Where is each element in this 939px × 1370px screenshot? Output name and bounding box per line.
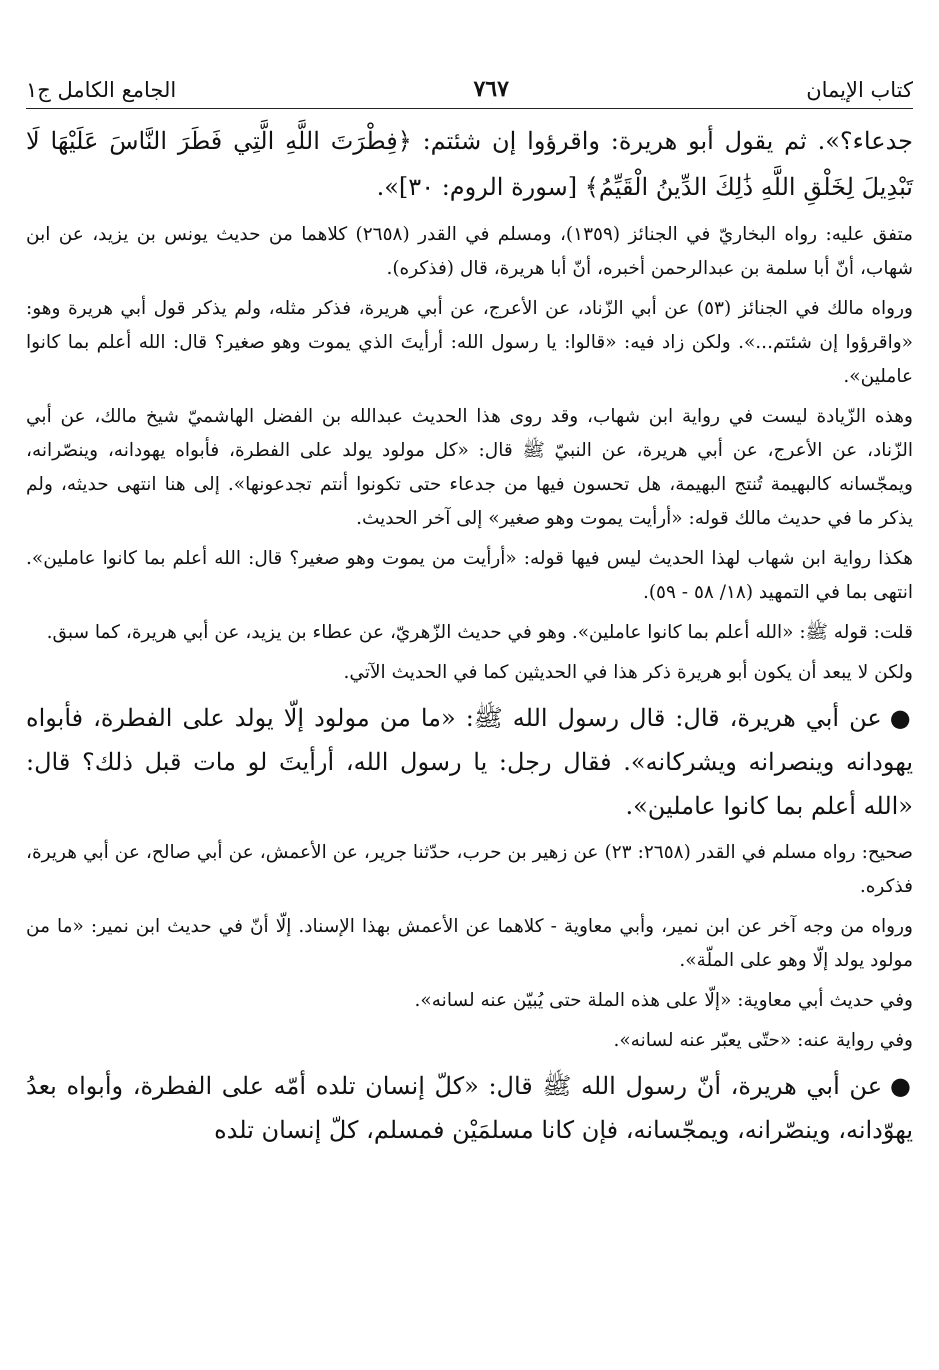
text-run: وفي رواية عنه: «حتّى يعبّر عنه لسانه». <box>613 1030 913 1051</box>
paragraph-text <box>26 292 913 394</box>
commentary-paragraph <box>26 218 913 286</box>
text-run: قلت: قوله ﷺ: «الله أعلم بما كانوا عاملين». وهو في حديث الزّهريّ، عن عطاء بن يزيد، عن أبي هريرة، كما سبق. <box>46 622 913 643</box>
commentary-paragraph <box>26 616 913 650</box>
text-run: عن أبي هريرة، أنّ رسول الله ﷺ قال: «كلّ إنسان تلده أمّه على الفطرة، وأبواه بعدُ يهوّدانه، وينصّرانه، ويمجّسانه، فإن كانا مسلمَيْن فمسلم، كلّ إنسان تلده <box>26 1072 913 1144</box>
paragraph-text <box>26 1064 913 1152</box>
commentary-paragraph <box>26 542 913 610</box>
hadith-continuation <box>26 118 913 210</box>
paragraph-text <box>26 400 913 536</box>
paragraph-text <box>26 218 913 286</box>
chapter-title: كتاب الإيمان <box>806 78 913 102</box>
commentary-paragraph <box>26 1024 913 1058</box>
text-run: هكذا رواية ابن شهاب لهذا الحديث ليس فيها قوله: «أرأيت من يموت وهو صغير؟ قال: الله أعلم بما كانوا عاملين». انتهى بما في التمهيد (١٨/ ٥٨ - ٥٩). <box>26 548 913 603</box>
text-run: ولكن لا يبعد أن يكون أبو هريرة ذكر هذا في الحديثين كما في الحديث الآتي. <box>343 662 913 683</box>
page-number: ٧٦٧ <box>473 76 509 102</box>
commentary-paragraph <box>26 292 913 394</box>
bullet-icon: ● <box>890 1071 913 1100</box>
paragraph-text <box>26 616 913 650</box>
commentary-paragraph <box>26 656 913 690</box>
book-title: الجامع الكامل ج١ <box>26 78 177 102</box>
text-run: جدعاء؟». ثم يقول أبو هريرة: واقرؤوا إن شئتم: ﴿فِطْرَتَ اللَّهِ الَّتِي فَطَرَ النَّاسَ عَلَيْهَا لَا تَبْدِيلَ لِخَلْقِ اللَّهِ ذَٰلِكَ الدِّينُ الْقَيِّمُ﴾ [سورة الروم: ٣٠]». <box>26 127 914 201</box>
paragraph-text <box>26 984 913 1018</box>
text-run: متفق عليه: رواه البخاريّ في الجنائز (١٣٥٩)، ومسلم في القدر (٢٦٥٨) كلاهما من حديث يونس بن يزيد، عن ابن شهاب، أنّ أبا سلمة بن عبدالرحمن أخبره، أنّ أبا هريرة، قال (فذكره). <box>26 224 913 279</box>
commentary-paragraph <box>26 984 913 1018</box>
commentary-paragraph <box>26 836 913 904</box>
commentary-paragraph <box>26 910 913 978</box>
page-header <box>26 56 913 109</box>
paragraph-text <box>26 1024 913 1058</box>
text-run: وهذه الزّيادة ليست في رواية ابن شهاب، وقد روى هذا الحديث عبدالله بن الفضل الهاشميّ شيخ مالك، عن أبي الزّناد، عن الأعرج، عن أبي هريرة، عن النبيّ ﷺ قال: «كل مولود يولد على الفطرة، فأبواه يهودانه، وينصّرانه، ويمجّسانه كالبهيمة تُنتج البهيمة، هل تحسون فيها من جدعاء حتى تكونوا أنتم تجدعونها». إلى هنا انتهى حديثه، ولم يذكر ما في حديث مالك قوله: «أرأيت يموت وهو صغير» إلى آخر الحديث. <box>26 406 913 529</box>
text-run: وفي حديث أبي معاوية: «إلّا على هذه الملة حتى يُبيّن عنه لسانه». <box>414 990 913 1011</box>
paragraph-text <box>26 910 913 978</box>
hadith-paragraph <box>26 1064 913 1152</box>
text-run: ورواه من وجه آخر عن ابن نمير، وأبي معاوية - كلاهما عن الأعمش بهذا الإسناد. إلّا أنّ في حديث ابن نمير: «ما من مولود يولد إلّا وهو على الملّة». <box>26 916 913 971</box>
paragraph-text <box>26 118 913 210</box>
paragraph-text <box>26 696 913 828</box>
text-run: صحيح: رواه مسلم في القدر (٢٦٥٨: ٢٣) عن زهير بن حرب، حدّثنا جرير، عن الأعمش، عن أبي صالح، عن أبي هريرة، فذكره. <box>26 842 914 897</box>
commentary-paragraph <box>26 400 913 536</box>
text-run: عن أبي هريرة، قال: قال رسول الله ﷺ: «ما من مولود إلّا يولد على الفطرة، فأبواه يهودانه وينصرانه ويشركانه». فقال رجل: يا رسول الله، أرأيتَ لو مات قبل ذلك؟ قال: «الله أعلم بما كانوا عاملين». <box>26 704 913 820</box>
paragraph-text <box>26 542 913 610</box>
bullet-icon: ● <box>889 703 913 732</box>
paragraph-text <box>26 656 913 690</box>
paragraph-text <box>26 836 913 904</box>
hadith-paragraph <box>26 696 913 828</box>
text-run: ورواه مالك في الجنائز (٥٣) عن أبي الزّناد، عن الأعرج، عن أبي هريرة، فذكر مثله، ولم يذكر قول أبي هريرة وهو: «واقرؤوا إن شئتم...». ولكن زاد فيه: «قالوا: يا رسول الله: أرأيتَ الذي يموت وهو صغير؟ قال: الله أعلم بما كانوا عاملين». <box>26 298 913 387</box>
page-body <box>26 118 913 1160</box>
